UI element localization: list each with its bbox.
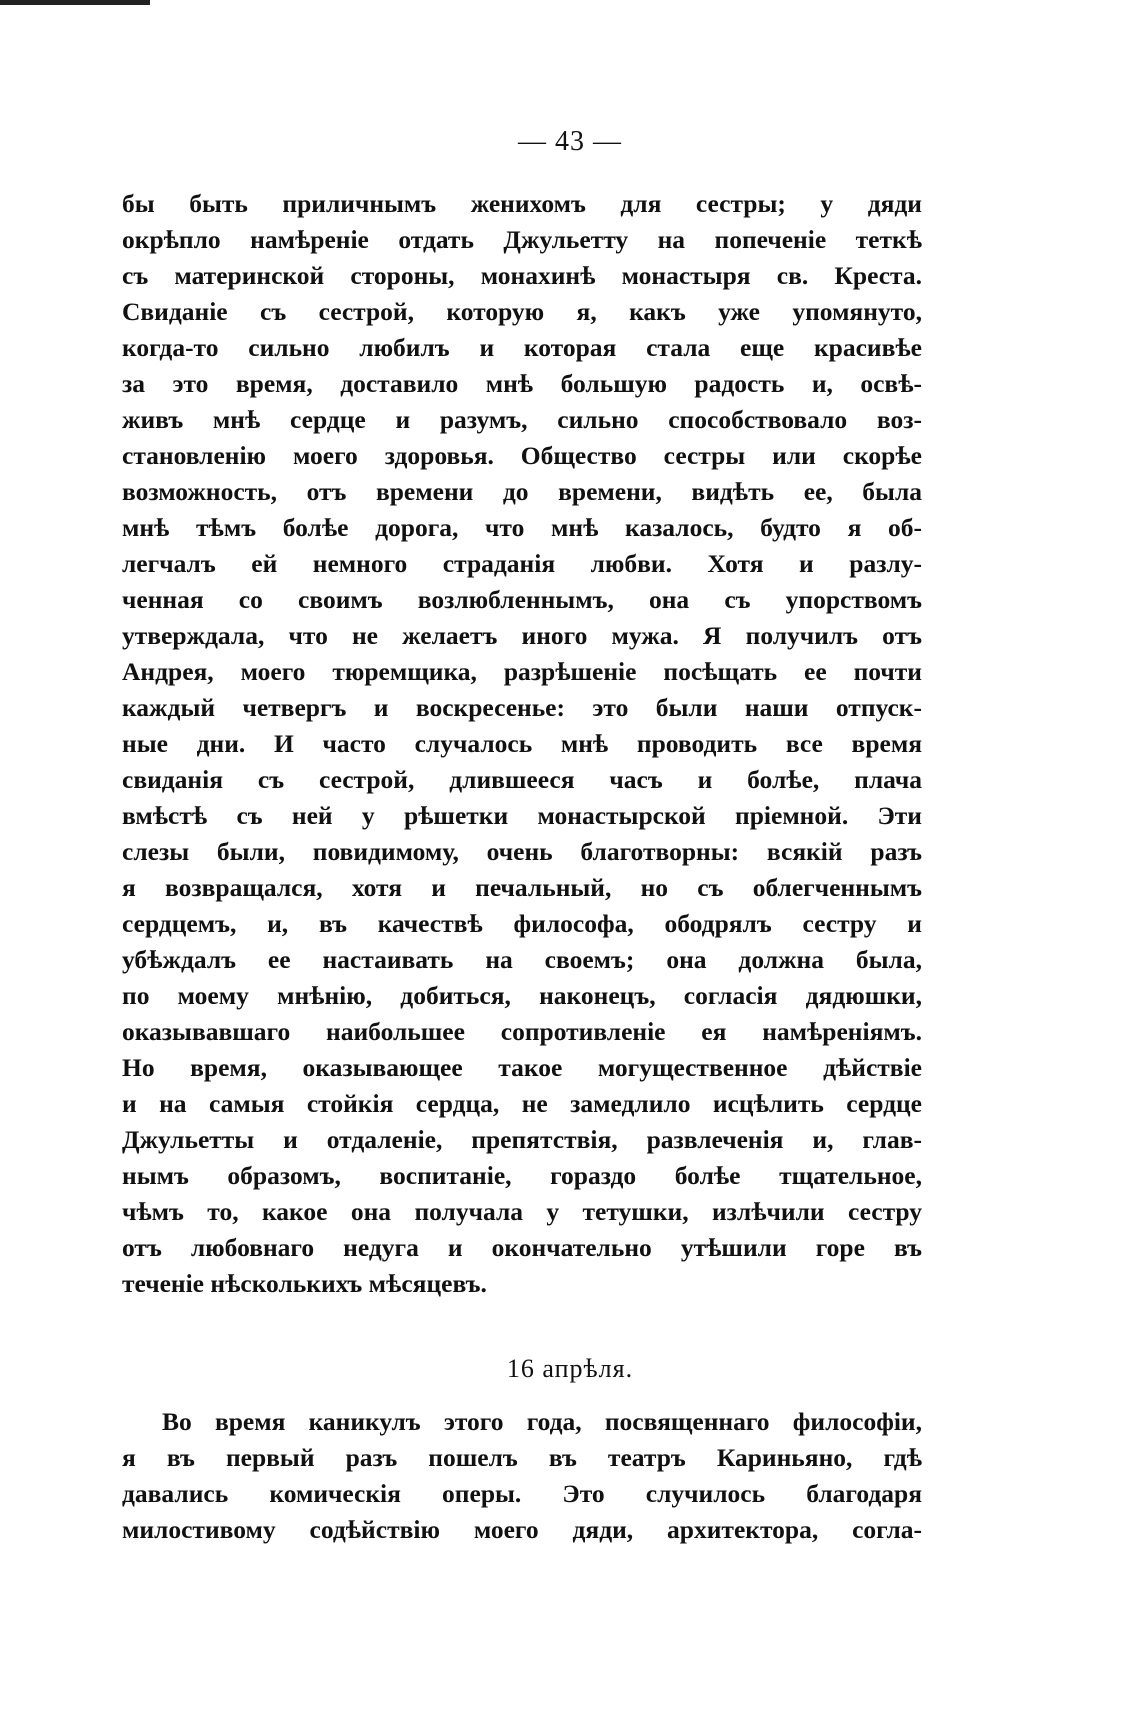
main-paragraph	[122, 186, 922, 1302]
text-line: Андрея, моего тюремщика, разрѣшеніе посѣщать ее почти	[122, 657, 922, 686]
text-line: чѣмъ то, какое она получала у тетушки, излѣчили сестру	[122, 1197, 922, 1226]
text-line: по моему мнѣнію, добиться, наконецъ, согласія дядюшки,	[122, 981, 922, 1010]
text-line: Но время, оказывающее такое могущественное дѣйствіе	[122, 1053, 922, 1082]
page-number: — 43 —	[518, 126, 622, 157]
text-line: за это время, доставило мнѣ большую радость и, освѣ-	[122, 369, 922, 398]
text-line: каждый четвергъ и воскресенье: это были наши отпуск-	[122, 693, 922, 722]
text-line: живъ мнѣ сердце и разумъ, сильно способствовало воз-	[122, 405, 922, 434]
text-line: и на самыя стойкія сердца, не замедлило исцѣлить сердце	[122, 1089, 922, 1118]
text-line: отъ любовнаго недуга и окончательно утѣшили горе въ	[122, 1233, 922, 1262]
text-line: давались комическія оперы. Это случилось благодаря	[122, 1479, 922, 1508]
text-line: я въ первый разъ пошелъ въ театръ Кариньяно, гдѣ	[122, 1443, 922, 1472]
second-paragraph	[122, 1404, 922, 1548]
text-line: слезы были, повидимому, очень благотворны: всякій разъ	[122, 837, 922, 866]
text-line: окрѣпло намѣреніе отдать Джульетту на попеченіе теткѣ	[122, 225, 922, 254]
text-line: Свиданіе съ сестрой, которую я, какъ уже упомянуто,	[122, 297, 922, 326]
text-line: легчалъ ей немного страданія любви. Хотя и разлу-	[122, 549, 922, 578]
text-line: возможность, отъ времени до времени, видѣть ее, была	[122, 477, 922, 506]
text-line: милостивому содѣйствію моего дяди, архитектора, согла-	[122, 1515, 922, 1544]
text-line: мнѣ тѣмъ болѣе дорога, что мнѣ казалось, будто я об-	[122, 513, 922, 542]
text-line: сердцемъ, и, въ качествѣ философа, ободрялъ сестру и	[122, 909, 922, 938]
text-line: я возвращался, хотя и печальный, но съ облегченнымъ	[122, 873, 922, 902]
text-line: Джульетты и отдаленіе, препятствія, развлеченія и, глав-	[122, 1125, 922, 1154]
text-line: теченіе нѣсколькихъ мѣсяцевъ.	[122, 1269, 487, 1298]
text-line: оказывавшаго наибольшее сопротивленіе ея намѣреніямъ.	[122, 1017, 922, 1046]
text-line: утверждала, что не желаетъ иного мужа. Я получилъ отъ	[122, 621, 922, 650]
text-line: съ материнской стороны, монахинѣ монастыря св. Креста.	[122, 261, 922, 290]
text-line: нымъ образомъ, воспитаніе, гораздо болѣе тщательное,	[122, 1161, 922, 1190]
text-line: Во время каникулъ этого года, посвященнаго философіи,	[162, 1407, 922, 1436]
text-line: становленію моего здоровья. Общество сестры или скорѣе	[122, 441, 922, 470]
text-line: убѣждалъ ее настаивать на своемъ; она должна была,	[122, 945, 922, 974]
text-line: ченная со своимъ возлюбленнымъ, она съ упорствомъ	[122, 585, 922, 614]
text-line: когда-то сильно любилъ и которая стала еще красивѣе	[122, 333, 922, 362]
section-heading-date: 16 апрѣля.	[506, 1354, 634, 1383]
text-line: вмѣстѣ съ ней у рѣшетки монастырской пріемной. Эти	[122, 801, 922, 830]
text-line: бы быть приличнымъ женихомъ для сестры; у дяди	[122, 189, 922, 218]
text-line: ные дни. И часто случалось мнѣ проводить все время	[122, 729, 922, 758]
scan-corner-rule	[0, 0, 150, 5]
text-line: свиданія съ сестрой, длившееся часъ и болѣе, плача	[122, 765, 922, 794]
